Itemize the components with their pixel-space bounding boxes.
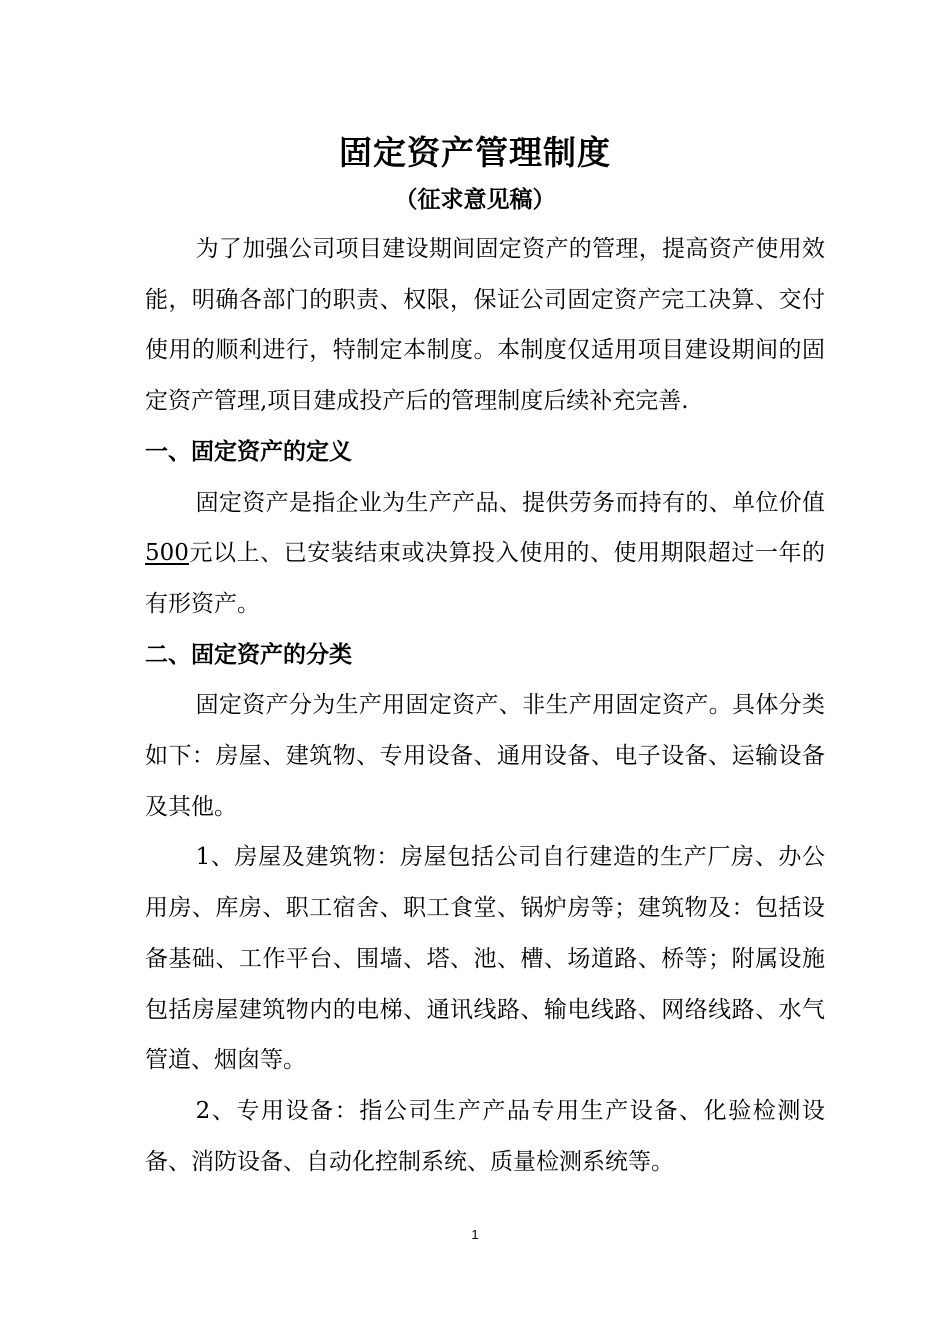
- document-subtitle: （征求意见稿）: [394, 187, 556, 213]
- definition-text-after: 元以上、已安装结束或决算投入使用的、使用期限超过一年的有形资产。: [145, 540, 825, 617]
- intro-paragraph: 为了加强公司项目建设期间固定资产的管理，提高资产使用效能，明确各部门的职责、权限，保证公司固定资产完工决算、交付使用的顺利进行，特制定本制度。本制度仅适用项目建设期间的固定资产管理,项目建成投产后的管理制度后续补充完善.: [145, 236, 825, 415]
- unit-value-amount: 500: [145, 540, 189, 567]
- classification-item-special-equipment: 2、专用设备：指公司生产产品专用生产设备、化验检测设备、消防设备、自动化控制系统、质量检测系统等。: [145, 1097, 825, 1175]
- definition-text-before: 固定资产是指企业为生产产品、提供劳务而持有的、单位价值: [195, 489, 825, 516]
- section-heading-classification: 二、固定资产的分类: [145, 641, 352, 668]
- definition-paragraph: [145, 478, 825, 630]
- section-heading-definition: 一、固定资产的定义: [145, 438, 352, 465]
- page-number: 1: [471, 1227, 479, 1242]
- classification-item-buildings: 1、房屋及建筑物：房屋包括公司自行建造的生产厂房、办公用房、库房、职工宿舍、职工食堂、锅炉房等；建筑物及：包括设备基础、工作平台、围墙、塔、池、槽、场道路、桥等；附属设施包括房屋建筑物内的电梯、通讯线路、输电线路、网络线路、水气管道、烟囱等。: [145, 844, 825, 1074]
- classification-paragraph: 固定资产分为生产用固定资产、非生产用固定资产。具体分类如下：房屋、建筑物、专用设备、通用设备、电子设备、运输设备及其他。: [145, 692, 825, 820]
- document-title: 固定资产管理制度: [339, 133, 611, 172]
- document-body: [145, 224, 825, 1187]
